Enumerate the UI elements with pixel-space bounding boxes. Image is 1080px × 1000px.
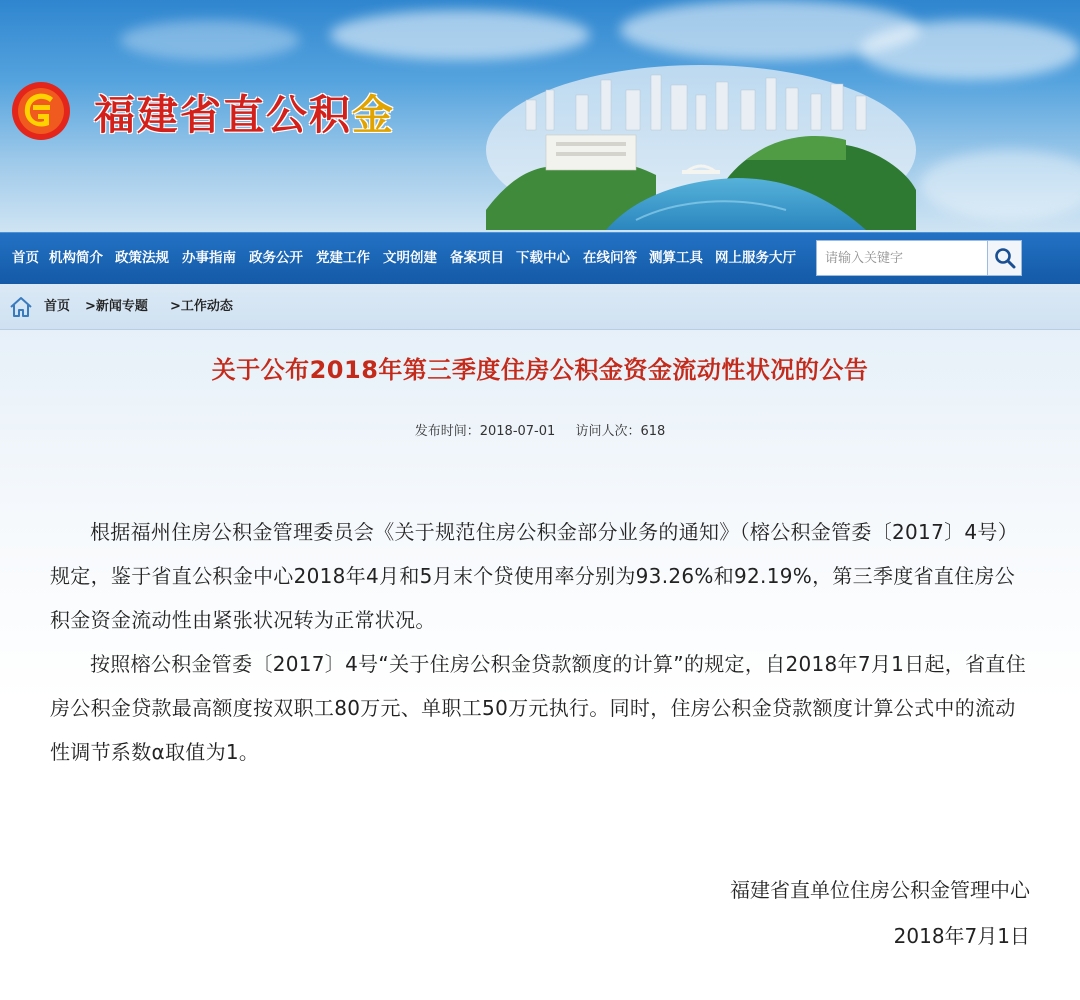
cloud-decoration — [120, 20, 300, 60]
site-logo-icon[interactable] — [10, 80, 72, 142]
nav-item-civilization[interactable]: 文明创建 — [383, 250, 437, 266]
article-paragraph: 根据福州住房公积金管理委员会《关于规范住房公积金部分业务的通知》（榕公积金管委〔2017〕4号）规定，鉴于省直公积金中心2018年4月和5月末个贷使用率分别为93.26%和92.19%，第三季度省直住房公积金资金流动性由紧张状况转为正常状况。 — [50, 520, 1019, 632]
nav-item-filing-projects[interactable]: 备案项目 — [450, 250, 504, 266]
visit-count: 访问人次：618 — [575, 424, 666, 439]
breadcrumb — [0, 284, 1080, 330]
breadcrumb-home[interactable]: 首页 — [44, 299, 71, 314]
nav-item-policy[interactable]: 政策法规 — [115, 250, 169, 266]
site-banner — [0, 0, 1080, 232]
search-icon — [993, 246, 1017, 270]
cloud-decoration — [920, 150, 1080, 220]
city-panorama-image — [486, 60, 916, 230]
nav-item-guide[interactable]: 办事指南 — [182, 250, 236, 266]
search-input[interactable] — [816, 240, 988, 276]
article-body — [50, 510, 1035, 774]
nav-item-downloads[interactable]: 下载中心 — [516, 250, 570, 266]
nav-item-home[interactable]: 首页 — [12, 250, 39, 266]
home-icon[interactable] — [8, 294, 34, 320]
nav-item-online-service-hall[interactable]: 网上服务大厅 — [715, 250, 796, 266]
cloud-decoration — [330, 10, 590, 60]
signature-organization: 福建省直单位住房公积金管理中心 — [730, 878, 1030, 902]
nav-item-online-qa[interactable]: 在线问答 — [583, 250, 637, 266]
search-button[interactable] — [988, 240, 1022, 276]
article-paragraph: 按照榕公积金管委〔2017〕4号“关于住房公积金贷款额度的计算”的规定，自2018年7月1日起，省直住房公积金贷款最高额度按双职工80万元、单职工50万元执行。同时，住房公积金贷款额度计算公式中的流动性调节系数α取值为1。 — [50, 652, 1026, 764]
breadcrumb-news[interactable]: >新闻专题 — [85, 299, 148, 314]
site-name[interactable]: 福建省直公积金 — [94, 91, 395, 139]
nav-item-public-affairs[interactable]: 政务公开 — [249, 250, 303, 266]
breadcrumb-work-updates[interactable]: >工作动态 — [170, 299, 233, 314]
nav-item-calculator[interactable]: 测算工具 — [649, 250, 703, 266]
article-meta — [0, 422, 1080, 442]
publish-time: 发布时间：2018-07-01 — [414, 424, 556, 439]
nav-item-party-building[interactable]: 党建工作 — [316, 250, 370, 266]
article-title: 关于公布2018年第三季度住房公积金资金流动性状况的公告 — [211, 356, 869, 384]
main-nav — [0, 232, 1080, 284]
nav-item-about[interactable]: 机构简介 — [49, 250, 103, 266]
signature-date: 2018年7月1日 — [893, 924, 1030, 948]
